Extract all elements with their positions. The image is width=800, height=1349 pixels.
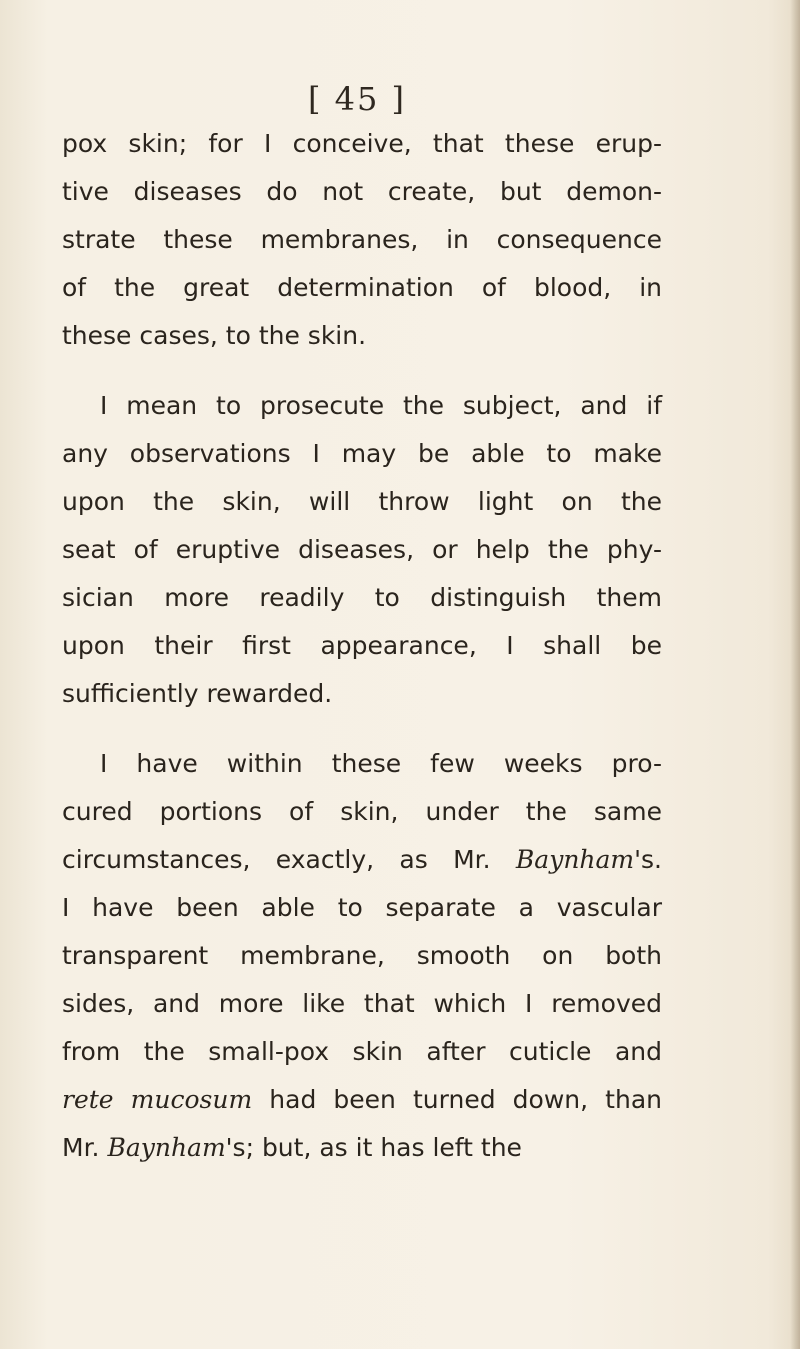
text-line: sides, and more like that which I removed: [62, 989, 662, 1018]
text-run: 's.: [634, 845, 662, 874]
text-line: any observations I may be able to make: [62, 439, 662, 468]
text-line: [62, 836, 662, 884]
text-run: had been turned down, than: [252, 1085, 662, 1114]
text-run: 's; but, as it has left the: [225, 1133, 522, 1162]
text-line: seat of eruptive diseases, or help the phy-: [62, 535, 662, 564]
text-line: upon the skin, will throw light on the: [62, 487, 662, 516]
italic-term: rete mucosum: [62, 1085, 253, 1114]
text-line: I mean to prosecute the subject, and if: [100, 391, 662, 420]
text-line: I have been able to separate a vascular: [62, 893, 662, 922]
paragraph-3: [62, 740, 662, 1172]
text-run: circumstances, exactly, as Mr.: [62, 845, 516, 874]
text-line: from the small-pox skin after cuticle and: [62, 1037, 662, 1066]
page-number: [ 45 ]: [308, 80, 407, 118]
text-line: sufficiently rewarded.: [62, 679, 333, 708]
italic-name: Baynham: [107, 1133, 226, 1162]
body-text: [62, 120, 662, 1172]
text-line: sician more readily to distinguish them: [62, 583, 662, 612]
text-line: strate these membranes, in consequence: [62, 225, 662, 254]
paragraph-2: [62, 382, 662, 718]
text-run: Mr.: [62, 1133, 108, 1162]
paragraph-1: [62, 120, 662, 360]
text-line: pox skin; for I conceive, that these erup-: [62, 129, 662, 158]
italic-name: Baynham: [515, 845, 635, 874]
text-line: these cases, to the skin.: [62, 321, 367, 350]
paragraph-gap: [62, 718, 662, 740]
text-line: [62, 1124, 662, 1172]
text-line: of the great determination of blood, in: [62, 273, 662, 302]
text-line: tive diseases do not create, but demon-: [62, 177, 662, 206]
text-line: I have within these few weeks pro-: [100, 749, 662, 778]
text-line: [62, 1076, 662, 1124]
paragraph-gap: [62, 360, 662, 382]
text-line: cured portions of skin, under the same: [62, 797, 662, 826]
page-edge-shadow: [790, 0, 800, 1349]
text-line: upon their first appearance, I shall be: [62, 631, 662, 660]
text-line: transparent membrane, smooth on both: [62, 941, 662, 970]
